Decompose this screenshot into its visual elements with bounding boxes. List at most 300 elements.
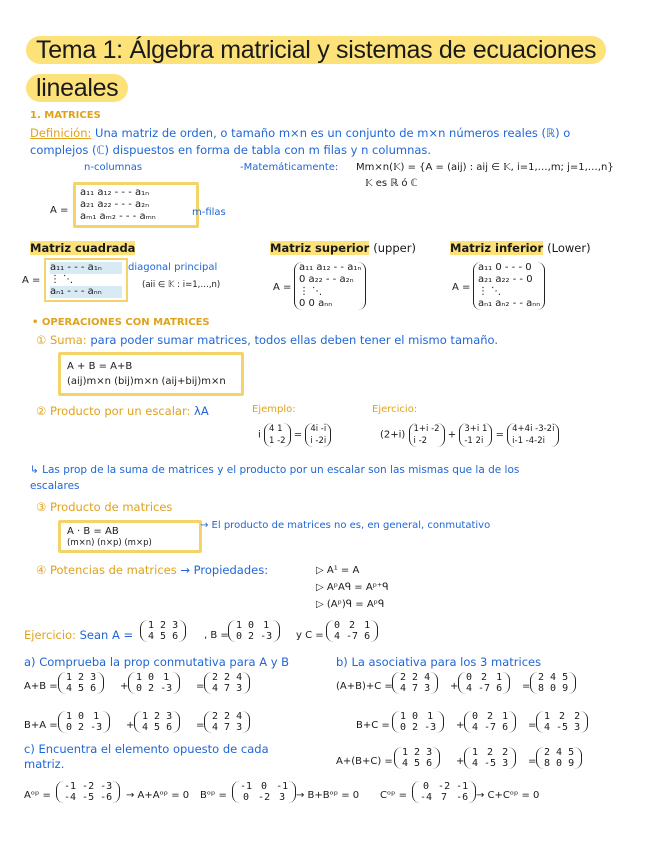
matrix-cell: 4: [550, 672, 557, 683]
matrix-row: [331, 620, 373, 631]
ApB-B: [128, 672, 180, 698]
matrix-row: [397, 683, 433, 694]
square-heading-text: Matriz cuadrada: [30, 241, 136, 255]
matrix-cell: -1: [276, 781, 289, 792]
matrix-cell: 2: [412, 722, 419, 733]
matrix-cell: 0: [243, 792, 250, 803]
upper-row3: ⋮ ⋱: [299, 286, 323, 297]
matrix-cell: 2: [502, 747, 509, 758]
ex2-m3-row2: i-1 -4-2i: [512, 436, 545, 446]
ex1-matrix1: [264, 423, 291, 447]
matrix-cell: 2: [148, 683, 155, 694]
upper-A-label: A =: [273, 282, 292, 293]
general-matrix-row3: aₘ₁ aₘ₂ - - - aₘₙ: [80, 211, 156, 222]
matrix-cell: 2: [538, 672, 545, 683]
matrix-cell: 6: [364, 631, 371, 642]
matrix-cell: 7: [224, 722, 231, 733]
matrix-cell: 4: [212, 683, 219, 694]
matrix-cell: 0: [136, 683, 143, 694]
matrix-cell: 2: [481, 672, 488, 683]
n-columns-label: n-columnas: [84, 162, 143, 173]
sum-label: ① Suma:: [36, 333, 87, 347]
Bop-matrix: [232, 781, 296, 807]
powers-arrow: →: [180, 563, 191, 577]
upper-matrix-heading: [270, 241, 416, 255]
powers-properties: Propiedades:: [193, 563, 269, 577]
matrix-cell: 2: [414, 747, 421, 758]
A-BC-label: A+(B+C) =: [336, 756, 393, 767]
matrix-cell: 9: [568, 758, 575, 769]
ABC-C: [458, 672, 510, 698]
matrix-cell: 3: [574, 722, 581, 733]
title-line2: lineales: [26, 74, 128, 102]
powers-label: ④ Potencias de matrices: [36, 563, 177, 577]
exercise-matrix-A: [140, 620, 186, 646]
matrix-cell: 1: [402, 747, 409, 758]
ex2-m3-row1: 4+4i -3-2i: [512, 424, 555, 434]
matrix-cell: 0: [334, 620, 341, 631]
matrix-cell: 6: [90, 683, 97, 694]
matrix-cell: -1: [240, 781, 253, 792]
matrix-cell: -5: [484, 758, 497, 769]
matrix-cell: 4: [424, 672, 431, 683]
matrix-cell: 1: [236, 620, 243, 631]
ex2-m2-row2: -1 2i: [464, 436, 484, 446]
BC-label: B+C =: [356, 720, 390, 731]
power-prop3: ▷ (Aᵖ)ᑫ = Aᵖᑫ: [316, 599, 385, 610]
matrix-cell: -3: [260, 631, 273, 642]
matrix-row: [63, 722, 105, 733]
matrix-cell: 2: [224, 711, 231, 722]
Cop-result: → C+Cᵒᵖ = 0: [476, 790, 540, 801]
ABC-eq: =: [522, 681, 531, 692]
matrix-cell: 2: [160, 620, 167, 631]
Cop-matrix: [412, 781, 476, 807]
matrix-row: [233, 620, 275, 631]
product-box-line2: (m×n) (n×p) (m×p): [67, 538, 152, 548]
matrix-cell: 0: [248, 620, 255, 631]
sum-line: [36, 333, 498, 347]
matrix-cell: 3: [90, 672, 97, 683]
matrix-row: [417, 792, 471, 803]
exercise-intro: [24, 628, 133, 642]
definition-label: Definición:: [30, 126, 92, 140]
matrix-cell: 4: [400, 683, 407, 694]
matrix-cell: -3: [160, 683, 173, 694]
matrix-cell: 2: [400, 672, 407, 683]
matrix-row: [61, 781, 115, 792]
BpA-result: [204, 711, 250, 737]
matrix-cell: 2: [544, 747, 551, 758]
ex1-lhs: i: [258, 429, 261, 441]
lower-row3: ⋮ ⋱: [478, 286, 502, 297]
matrix-cell: -6: [456, 792, 469, 803]
matrix-cell: 0: [423, 781, 430, 792]
matrix-cell: 1: [400, 711, 407, 722]
exercise-matrix-B: [228, 620, 280, 646]
matrix-A-label: A =: [50, 205, 69, 216]
matrix-cell: 3: [426, 747, 433, 758]
matrix-cell: 5: [568, 747, 575, 758]
diagonal-expression: (aii ∈ 𝕂 : i=1,…,n): [142, 280, 221, 290]
product-box: [58, 520, 202, 553]
upper-row2: 0 a₂₂ - - a₂ₙ: [299, 274, 354, 285]
matrix-cell: 9: [562, 683, 569, 694]
Cop-label: Cᵒᵖ =: [380, 790, 407, 801]
product-box-line1: A · B = AB: [67, 526, 119, 537]
matrix-row: [63, 683, 99, 694]
lower-heading-text: Matriz inferior: [450, 241, 544, 255]
ex1-matrix2: [305, 423, 331, 447]
title-line1: Tema 1: Álgebra matricial y sistemas de ecuaciones: [26, 36, 606, 64]
BC-plus: +: [456, 720, 465, 731]
ABC-plus: +: [450, 681, 459, 692]
scalar-line: [36, 404, 209, 418]
A-BC-eq: =: [528, 756, 537, 767]
ApB-A: [58, 672, 104, 698]
matrix-row: [139, 722, 175, 733]
BpA-eq: =: [196, 720, 205, 731]
part-c-text1: c) Encuentra el elemento opuesto de cada: [24, 742, 269, 756]
matrix-cell: 1: [66, 672, 73, 683]
matrix-cell: 0: [66, 722, 73, 733]
diagonal-label: [128, 262, 217, 273]
part-a-text: a) Comprueba la prop conmutativa para A y B: [24, 655, 290, 669]
A-BC-BC: [464, 747, 516, 773]
matrix-cell: 1: [544, 711, 551, 722]
matrix-cell: 4: [556, 747, 563, 758]
matrix-row: [237, 792, 291, 803]
section-heading-matrices: [30, 110, 101, 121]
matrix-cell: 0: [550, 683, 557, 694]
power-prop2: ▷ AᵖAᑫ = Aᵖ⁺ᑫ: [316, 582, 389, 593]
scalar-lambda: λA: [194, 404, 209, 418]
matrix-row: [417, 781, 471, 792]
ApB-plus: +: [120, 681, 129, 692]
scalar-label: ② Producto por un escalar:: [36, 404, 191, 418]
matrix-cell: 0: [261, 781, 268, 792]
matrix-row: [133, 672, 175, 683]
square-row1: a₁₁ - - - a₁ₙ: [50, 262, 122, 274]
matrix-row: [463, 683, 505, 694]
matrix-cell: 2: [78, 672, 85, 683]
lower-paren: (Lower): [547, 241, 591, 255]
matrix-cell: 1: [163, 672, 170, 683]
matrix-row: [209, 672, 245, 683]
matrix-cell: 0: [78, 711, 85, 722]
part-c-text2: matriz.: [24, 757, 65, 771]
Bop-label: Bᵒᵖ =: [200, 790, 227, 801]
matrix-row: [233, 631, 275, 642]
lower-A-label: A =: [452, 282, 471, 293]
matrix-row: [63, 711, 105, 722]
sum-box-line1: A + B = A+B: [67, 361, 133, 372]
matrix-cell: 4: [466, 683, 473, 694]
matrix-cell: 4: [148, 631, 155, 642]
ex1-m2-row1: 4i -i: [310, 424, 327, 434]
matrix-cell: 1: [148, 620, 155, 631]
matrix-cell: 2: [224, 672, 231, 683]
lower-matrix: [473, 262, 545, 310]
lower-row2: a₂₁ a₂₂ - - 0: [478, 274, 533, 285]
exercise-label: Ejercicio:: [24, 628, 76, 642]
powers-heading: [36, 563, 268, 577]
matrix-row: [209, 683, 245, 694]
matrix-cell: 4: [402, 758, 409, 769]
matrix-row: [535, 683, 571, 694]
general-matrix-row1: a₁₁ a₁₂ - - - a₁ₙ: [80, 187, 150, 198]
props-note-line1: ↳ Las prop de la suma de matrices y el producto por un escalar son las mismas que la de los: [30, 464, 520, 476]
matrix-cell: 2: [487, 711, 494, 722]
matrix-cell: 8: [538, 683, 545, 694]
matrix-row: [237, 781, 291, 792]
matrix-row: [469, 747, 511, 758]
matrix-cell: 1: [136, 672, 143, 683]
lower-row1: a₁₁ 0 - - - 0: [478, 262, 532, 273]
matrix-cell: 0: [472, 711, 479, 722]
matrix-row: [209, 722, 245, 733]
matrix-cell: -4: [64, 792, 77, 803]
BC-eq: =: [528, 720, 537, 731]
square-row3: aₙ₁ - - - aₙₙ: [50, 286, 122, 298]
matrix-cell: -2: [438, 781, 451, 792]
matrix-cell: 0: [400, 722, 407, 733]
sum-box-line2: (aij)m×n (bij)m×n (aij+bij)m×n: [67, 376, 226, 387]
A-BC-result: [536, 747, 582, 773]
matrix-cell: 2: [349, 620, 356, 631]
matrix-cell: 1: [263, 620, 270, 631]
matrix-row: [541, 758, 577, 769]
matrix-cell: 6: [426, 758, 433, 769]
matrix-row: [541, 747, 577, 758]
ex2-matrix2: [459, 423, 492, 447]
matrix-cell: -1: [456, 781, 469, 792]
upper-heading-text: Matriz superior: [270, 241, 370, 255]
matrix-cell: 2: [212, 711, 219, 722]
exercise-intro-text: Sean A =: [79, 628, 134, 642]
general-matrix-box: [73, 182, 199, 228]
ABC-label: (A+B)+C =: [336, 681, 393, 692]
matrix-cell: 5: [160, 631, 167, 642]
matrix-cell: 7: [412, 683, 419, 694]
ApB-label: A+B =: [24, 681, 58, 692]
BC-C: [464, 711, 516, 737]
definition-text1: Una matriz de orden, o tamaño m×n es un conjunto de m×n números reales (ℝ) o: [95, 126, 571, 140]
matrix-cell: 4: [66, 683, 73, 694]
matrix-row: [209, 711, 245, 722]
matrix-cell: 0: [556, 758, 563, 769]
operations-heading: • OPERACIONES CON MATRICES: [32, 317, 210, 328]
matrix-cell: 2: [154, 711, 161, 722]
BpA-B: [58, 711, 110, 737]
matrix-cell: 4: [236, 672, 243, 683]
matrix-cell: 3: [172, 620, 179, 631]
lower-matrix-heading: [450, 241, 591, 255]
matrix-row: [469, 758, 511, 769]
ABC-sum: [392, 672, 438, 698]
lower-row4: aₙ₁ aₙ₂ - - aₙₙ: [478, 298, 541, 309]
matrix-cell: -2: [258, 792, 271, 803]
matrix-cell: 4: [212, 722, 219, 733]
matrix-cell: -5: [82, 792, 95, 803]
ABC-result: [530, 672, 576, 698]
general-matrix-row2: a₂₁ a₂₂ - - - a₂ₙ: [80, 199, 150, 210]
matrix-row: [469, 711, 511, 722]
matrix-row: [469, 722, 511, 733]
matrix-cell: 5: [154, 722, 161, 733]
matrix-row: [139, 711, 175, 722]
matrix-row: [541, 722, 583, 733]
matrix-cell: 3: [236, 683, 243, 694]
matrix-cell: 3: [424, 683, 431, 694]
matrix-cell: 7: [441, 792, 448, 803]
BpA-label: B+A =: [24, 720, 58, 731]
ex2-matrix3: [507, 423, 559, 447]
matrix-row: [535, 672, 571, 683]
section-heading-text: 1. MATRICES: [30, 110, 101, 121]
math-expression: Mm×n(𝕂) = {A = (aij) : aij ∈ 𝕂, i=1,…,m; j=1,…,n}: [356, 162, 614, 173]
matrix-cell: 3: [236, 722, 243, 733]
matrix-cell: 6: [172, 631, 179, 642]
upper-row1: a₁₁ a₁₂ - - a₁ₙ: [299, 262, 362, 273]
ex1-eq: =: [293, 429, 303, 441]
matrix-cell: -3: [90, 722, 103, 733]
BC-result: [536, 711, 588, 737]
sum-box: [58, 352, 244, 396]
matrix-cell: 0: [236, 631, 243, 642]
matrix-cell: -3: [424, 722, 437, 733]
matrix-cell: -7: [346, 631, 359, 642]
power-prop1: ▷ A¹ = A: [316, 565, 360, 576]
matrix-cell: 2: [412, 672, 419, 683]
matrix-row: [463, 672, 505, 683]
Bop-result: → B+Bᵒᵖ = 0: [296, 790, 360, 801]
matrix-cell: -3: [100, 781, 113, 792]
matrix-cell: 4: [236, 711, 243, 722]
matrix-cell: 2: [574, 711, 581, 722]
matrix-row: [397, 722, 439, 733]
product-note: → El producto de matrices no es, en general, conmutativo: [200, 520, 491, 531]
exercise-B-label: , B =: [204, 630, 229, 641]
matrix-cell: 1: [93, 711, 100, 722]
matrix-cell: 5: [414, 758, 421, 769]
exercise-small-label: Ejercicio:: [372, 404, 418, 415]
square-row2: ⋮ ⋱: [50, 274, 74, 285]
page-title: [26, 32, 606, 68]
ApB-eq: =: [196, 681, 205, 692]
ex1-m1-row1: 4 1: [268, 424, 283, 434]
matrix-cell: 2: [212, 672, 219, 683]
matrix-cell: 4: [472, 758, 479, 769]
matrix-row: [133, 683, 175, 694]
upper-paren: (upper): [373, 241, 416, 255]
diagonal-text: diagonal principal: [128, 262, 218, 273]
matrix-cell: -7: [478, 683, 491, 694]
page-title-line2: [26, 70, 128, 106]
matrix-cell: 1: [142, 711, 149, 722]
matrix-row: [397, 711, 439, 722]
ex2-matrix1: [409, 423, 445, 447]
matrix-cell: 6: [496, 683, 503, 694]
matrix-cell: 5: [78, 683, 85, 694]
props-note-line2: escalares: [30, 480, 80, 492]
matrix-cell: -2: [82, 781, 95, 792]
ex2-eq: =: [495, 429, 504, 441]
matrix-row: [61, 792, 115, 803]
ex2-m1-row2: i -2: [413, 436, 428, 446]
square-matrix: [44, 258, 128, 302]
matrix-cell: 0: [412, 711, 419, 722]
matrix-cell: 5: [562, 672, 569, 683]
matrix-cell: 1: [496, 672, 503, 683]
matrix-cell: 7: [224, 683, 231, 694]
k-note: 𝕂 es ℝ ó ℂ: [365, 178, 418, 189]
matrix-cell: 1: [427, 711, 434, 722]
ex2-m1-row1: 1+i -2: [413, 424, 440, 434]
matrix-cell: 0: [148, 672, 155, 683]
matrix-cell: 1: [66, 711, 73, 722]
matrix-cell: -6: [100, 792, 113, 803]
matrix-row: [541, 711, 583, 722]
matrix-row: [399, 747, 435, 758]
sum-text: para poder sumar matrices, todos ellas deben tener el mismo tamaño.: [90, 333, 499, 347]
matrix-cell: 2: [78, 722, 85, 733]
ex1-m2-row2: i -2i: [310, 436, 327, 446]
matrix-cell: 1: [472, 747, 479, 758]
product-heading: [36, 500, 172, 514]
A-BC-A: [394, 747, 440, 773]
ex2-m2-row1: 3+i 1: [464, 424, 488, 434]
upper-matrix: [294, 262, 366, 310]
BC-B: [392, 711, 444, 737]
Aop-matrix: [56, 781, 120, 807]
matrix-cell: 3: [502, 758, 509, 769]
matrix-cell: 2: [487, 747, 494, 758]
matrix-cell: 1: [502, 711, 509, 722]
exercise-C-label: y C =: [296, 630, 324, 641]
definition-line1: [30, 126, 570, 140]
matrix-cell: 4: [334, 631, 341, 642]
scalar-exercise: [380, 423, 559, 447]
ex1-m1-row2: 1 -2: [268, 436, 286, 446]
upper-row4: 0 0 aₙₙ: [299, 298, 333, 309]
scalar-example: [258, 423, 331, 447]
Aop-result: → A+Aᵒᵖ = 0: [126, 790, 190, 801]
math-label: -Matemáticamente:: [240, 162, 339, 173]
matrix-cell: 4: [544, 722, 551, 733]
matrix-cell: 2: [248, 631, 255, 642]
matrix-cell: -7: [484, 722, 497, 733]
ApB-result: [204, 672, 250, 698]
matrix-cell: 4: [472, 722, 479, 733]
matrix-cell: -5: [556, 722, 569, 733]
ex2-plus: +: [447, 429, 457, 441]
Aop-label: Aᵒᵖ =: [24, 790, 51, 801]
matrix-cell: 1: [364, 620, 371, 631]
matrix-row: [145, 631, 181, 642]
BpA-A: [134, 711, 180, 737]
matrix-cell: 0: [466, 672, 473, 683]
BpA-plus: +: [126, 720, 135, 731]
matrix-row: [397, 672, 433, 683]
matrix-cell: 8: [544, 758, 551, 769]
square-A-label: A =: [22, 275, 41, 286]
matrix-cell: 6: [166, 722, 173, 733]
square-matrix-heading: [30, 241, 135, 255]
matrix-row: [399, 758, 435, 769]
matrix-row: [63, 672, 99, 683]
matrix-cell: -4: [420, 792, 433, 803]
